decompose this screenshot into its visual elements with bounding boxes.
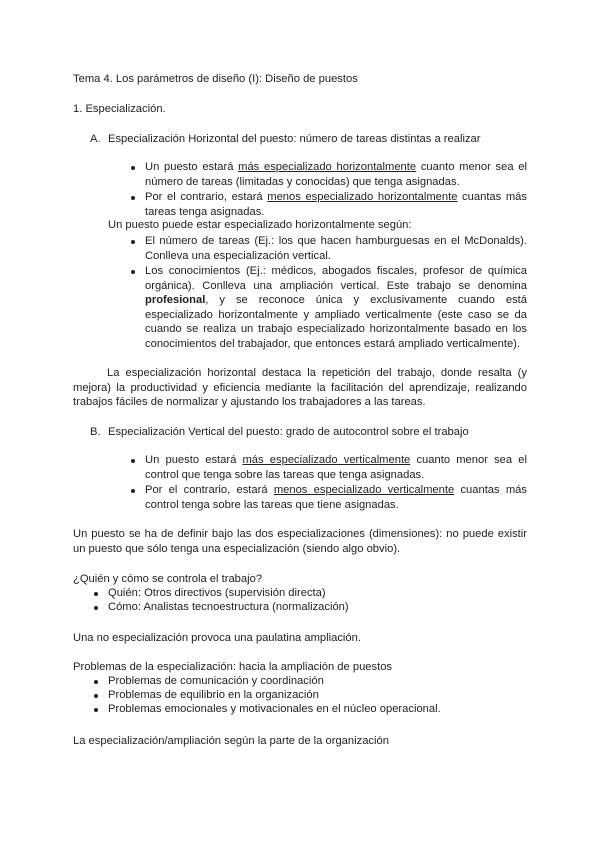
paragraph: La especialización/ampliación según la parte de la organización bbox=[73, 735, 389, 747]
bullet-item: Un puesto estará más especializado verticalmente cuanto menor sea el control que tenga sobre las tareas que tenga asignadas. bbox=[145, 454, 527, 481]
bullet-item: Problemas emocionales y motivacionales en el núcleo operacional. bbox=[108, 703, 441, 715]
bullet-item: Problemas de comunicación y coordinación bbox=[108, 675, 324, 687]
section-heading: 1. Especialización. bbox=[73, 103, 166, 115]
underlined-term: menos especializado horizontalmente bbox=[267, 191, 458, 203]
bullet-item: Por el contrario, estará menos especializado verticalmente cuantas más control tenga sobre las tareas que tiene asignadas. bbox=[145, 484, 527, 511]
bullet-item: Por el contrario, estará menos especializado horizontalmente cuantas más tareas tenga asignadas. bbox=[145, 191, 527, 218]
bullet-dot bbox=[94, 592, 98, 596]
bullet-dot bbox=[131, 459, 135, 463]
paragraph: Una no especialización provoca una paulatina ampliación. bbox=[73, 632, 361, 644]
bullet-dot bbox=[94, 680, 98, 684]
bullet-dot bbox=[131, 270, 135, 274]
bullet-dot bbox=[131, 166, 135, 170]
bullet-item: Quién: Otros directivos (supervisión directa) bbox=[108, 587, 326, 599]
list-marker-b: B. bbox=[90, 426, 101, 438]
paragraph: Un puesto se ha de definir bajo las dos especializaciones (dimensiones): no puede existir un puesto que sólo tenga una especialización (siendo algo obvio). bbox=[73, 528, 527, 555]
intro-line: Un puesto puede estar especializado horizontalmente según: bbox=[108, 219, 412, 231]
question-heading: ¿Quién y cómo se controla el trabajo? bbox=[73, 573, 263, 585]
subsection-heading-a: Especialización Horizontal del puesto: número de tareas distintas a realizar bbox=[108, 133, 481, 145]
bold-term: profesional bbox=[145, 294, 206, 307]
underlined-term: menos especializado verticalmente bbox=[273, 484, 455, 496]
list-marker-a: A. bbox=[90, 133, 101, 145]
bullet-dot bbox=[131, 196, 135, 200]
bullet-item: Problemas de equilibrio en la organización bbox=[108, 689, 319, 701]
bullet-dot bbox=[131, 489, 135, 493]
bullet-dot bbox=[94, 606, 98, 610]
underlined-term: más especializado horizontalmente bbox=[238, 161, 417, 173]
bullet-dot bbox=[94, 694, 98, 698]
problems-heading: Problemas de la especialización: hacia la ampliación de puestos bbox=[73, 661, 393, 673]
paragraph: La especialización horizontal destaca la repetición del trabajo, donde resalta (y mejora) la productividad y eficiencia mediante la facilitación del aprendizaje, realizando trabajos fáciles de normalizar y ajustando los trabajadores a las tareas. bbox=[73, 367, 527, 409]
doc-title: Tema 4. Los parámetros de diseño (I): Diseño de puestos bbox=[73, 73, 358, 85]
bullet-item: Los conocimientos (Ej.: médicos, abogados fiscales, profesor de química orgánica). Conlleva una ampliación vertical. Este trabajo se denomina profesional, y se reconoce única y exclusivamente cuando está especializado horizontalmente y ampliado verticalmente (este caso se da cuando se realiza un trabajo especializado horizontalmente basado en los conocimientos del trabajador, que entonces estará ampliado verticalmente). bbox=[145, 265, 527, 350]
bullet-item: El número de tareas (Ej.: los que hacen hamburguesas en el McDonalds). Conlleva una especialización vertical. bbox=[145, 235, 527, 262]
subsection-heading-b: Especialización Vertical del puesto: grado de autocontrol sobre el trabajo bbox=[108, 426, 469, 438]
bullet-item: Un puesto estará más especializado horizontalmente cuanto menor sea el número de tareas (limitadas y conocidas) que tenga asignadas. bbox=[145, 161, 528, 188]
bullet-dot bbox=[94, 708, 98, 712]
bullet-dot bbox=[131, 240, 135, 244]
underlined-term: más especializado verticalmente bbox=[242, 454, 411, 466]
bullet-item: Cómo: Analistas tecnoestructura (normalización) bbox=[108, 601, 349, 613]
